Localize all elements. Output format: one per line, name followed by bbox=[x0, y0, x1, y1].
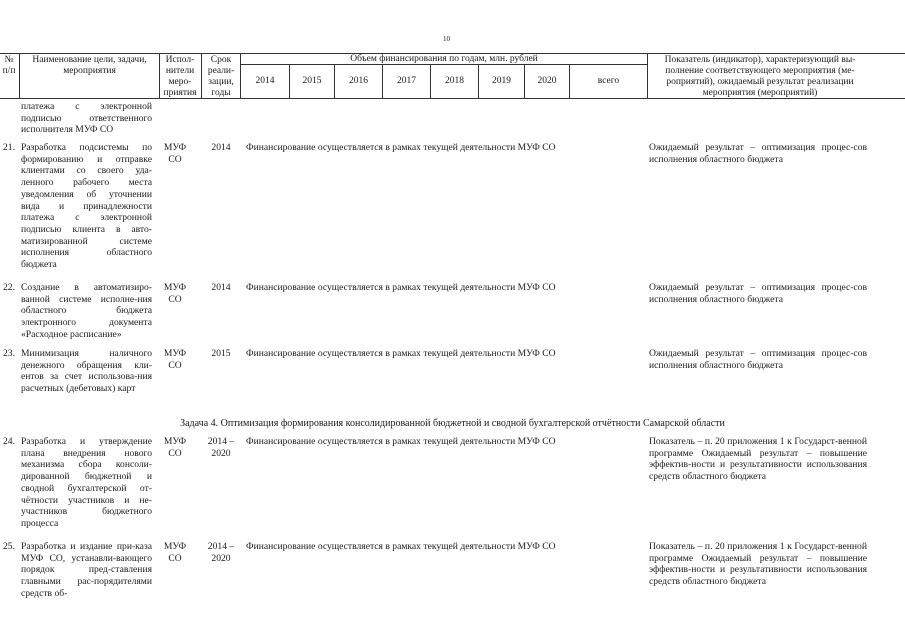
row-25-num: 25. bbox=[3, 541, 15, 552]
row-22-executor: МУФ СО bbox=[163, 282, 187, 305]
header-year-2017: 2017 bbox=[397, 76, 416, 86]
row-23-indicator: Ожидаемый результат – оптимизация процес-сов исполнения областного бюджета bbox=[649, 348, 867, 371]
row-21-term: 2014 bbox=[211, 142, 231, 153]
row-23-finance: Финансирование осуществляется в рамках текущей деятельности МУФ СО bbox=[246, 348, 556, 359]
col-line-1 bbox=[19, 53, 20, 99]
row-24-finance: Финансирование осуществляется в рамках текущей деятельности МУФ СО bbox=[246, 436, 556, 447]
row-23-executor: МУФ СО bbox=[163, 348, 187, 371]
row-24-term: 2014 – 2020 bbox=[207, 436, 235, 459]
row-25-executor: МУФ СО bbox=[163, 541, 187, 564]
row-21-name: Разработка подсистемы по формированию и отправке клиентами со своего уда-ленного рабочего места уведомления об уточнении вида и принадлежности платежа с электронной подписью клиента в авто-матизированной системе исполнения областного бюджета bbox=[21, 142, 152, 271]
row-21-executor: МУФ СО bbox=[163, 142, 187, 165]
header-indicator: Показатель (индикатор), характеризующий вы-полнение соответствующего мероприятия (ме-роприятий), ожидаемый результат реализации мероприятия (мероприятий) bbox=[664, 55, 856, 98]
header-total: всего bbox=[597, 76, 620, 86]
header-year-2020: 2020 bbox=[537, 76, 557, 86]
row-21-finance: Финансирование осуществляется в рамках текущей деятельности МУФ СО bbox=[246, 142, 556, 153]
row-21-indicator: Ожидаемый результат – оптимизация процес-сов исполнения областного бюджета bbox=[649, 142, 867, 165]
col-line-12 bbox=[647, 53, 648, 99]
task-4-heading: Задача 4. Оптимизация формирования консолидированной бюджетной и сводной бухгалтерской отчётности Самарской области bbox=[180, 418, 725, 429]
header-year-2016: 2016 bbox=[349, 76, 368, 86]
row-24-indicator: Показатель – п. 20 приложения 1 к Государст-венной программе Ожидаемый результат – повышение эффектив-ности и результативности использования средств областного бюджета bbox=[649, 436, 867, 483]
row-25-name: Разработка и издание при-каза МУФ СО, устанавли-вающего порядок пред-ставления главными рас-порядителями средств об- bbox=[21, 541, 152, 599]
header-num: № п/п bbox=[2, 55, 16, 76]
row-25-indicator: Показатель – п. 20 приложения 1 к Государст-венной программе Ожидаемый результат – повышение эффектив-ности и результативности использования средств областного бюджета bbox=[649, 541, 867, 588]
row-23-num: 23. bbox=[3, 348, 15, 359]
header-executor: Испол-нители меро-приятия bbox=[163, 55, 197, 98]
row-25-finance: Финансирование осуществляется в рамках текущей деятельности МУФ СО bbox=[246, 541, 556, 552]
row-23-term: 2015 bbox=[211, 348, 231, 359]
row-22-finance: Финансирование осуществляется в рамках текущей деятельности МУФ СО bbox=[246, 282, 556, 293]
row-25-term: 2014 – 2020 bbox=[207, 541, 235, 564]
row-24-name: Разработка и утверждение плана внедрения нового механизма сбора консоли-дированной бюджетной и сводной бухгалтерской от-чётности участников и не-участников бюджетного процесса bbox=[21, 436, 152, 529]
header-year-2018: 2018 bbox=[445, 76, 464, 86]
row-24-num: 24. bbox=[3, 436, 15, 447]
header-year-2014: 2014 bbox=[255, 76, 275, 86]
row-22-num: 22. bbox=[3, 282, 15, 293]
continued-row-name: платежа с электронной подписью ответственного исполнителя МУФ СО bbox=[21, 101, 152, 136]
header-year-2015: 2015 bbox=[302, 76, 322, 86]
header-year-2019: 2019 bbox=[492, 76, 511, 86]
row-23-name: Минимизация наличного денежного обращения кли-ентов за счет использова-ния расчетных (дебетовых) карт bbox=[21, 348, 152, 395]
row-22-name: Создание в автоматизиро-ванной системе исполне-ния областного бюджета электронного документа «Расходное расписание» bbox=[21, 282, 152, 340]
row-21-num: 21. bbox=[3, 142, 15, 153]
page-number: 10 bbox=[443, 35, 450, 43]
header-finance: Объем финансирования по годам, млн. рублей bbox=[350, 54, 538, 64]
row-22-term: 2014 bbox=[211, 282, 231, 293]
row-22-indicator: Ожидаемый результат – оптимизация процес-сов исполнения областного бюджета bbox=[649, 282, 867, 305]
header-term: Срок реали-зации, годы bbox=[207, 55, 235, 98]
row-24-executor: МУФ СО bbox=[163, 436, 187, 459]
header-name: Наименование цели, задачи, мероприятия bbox=[32, 55, 147, 76]
